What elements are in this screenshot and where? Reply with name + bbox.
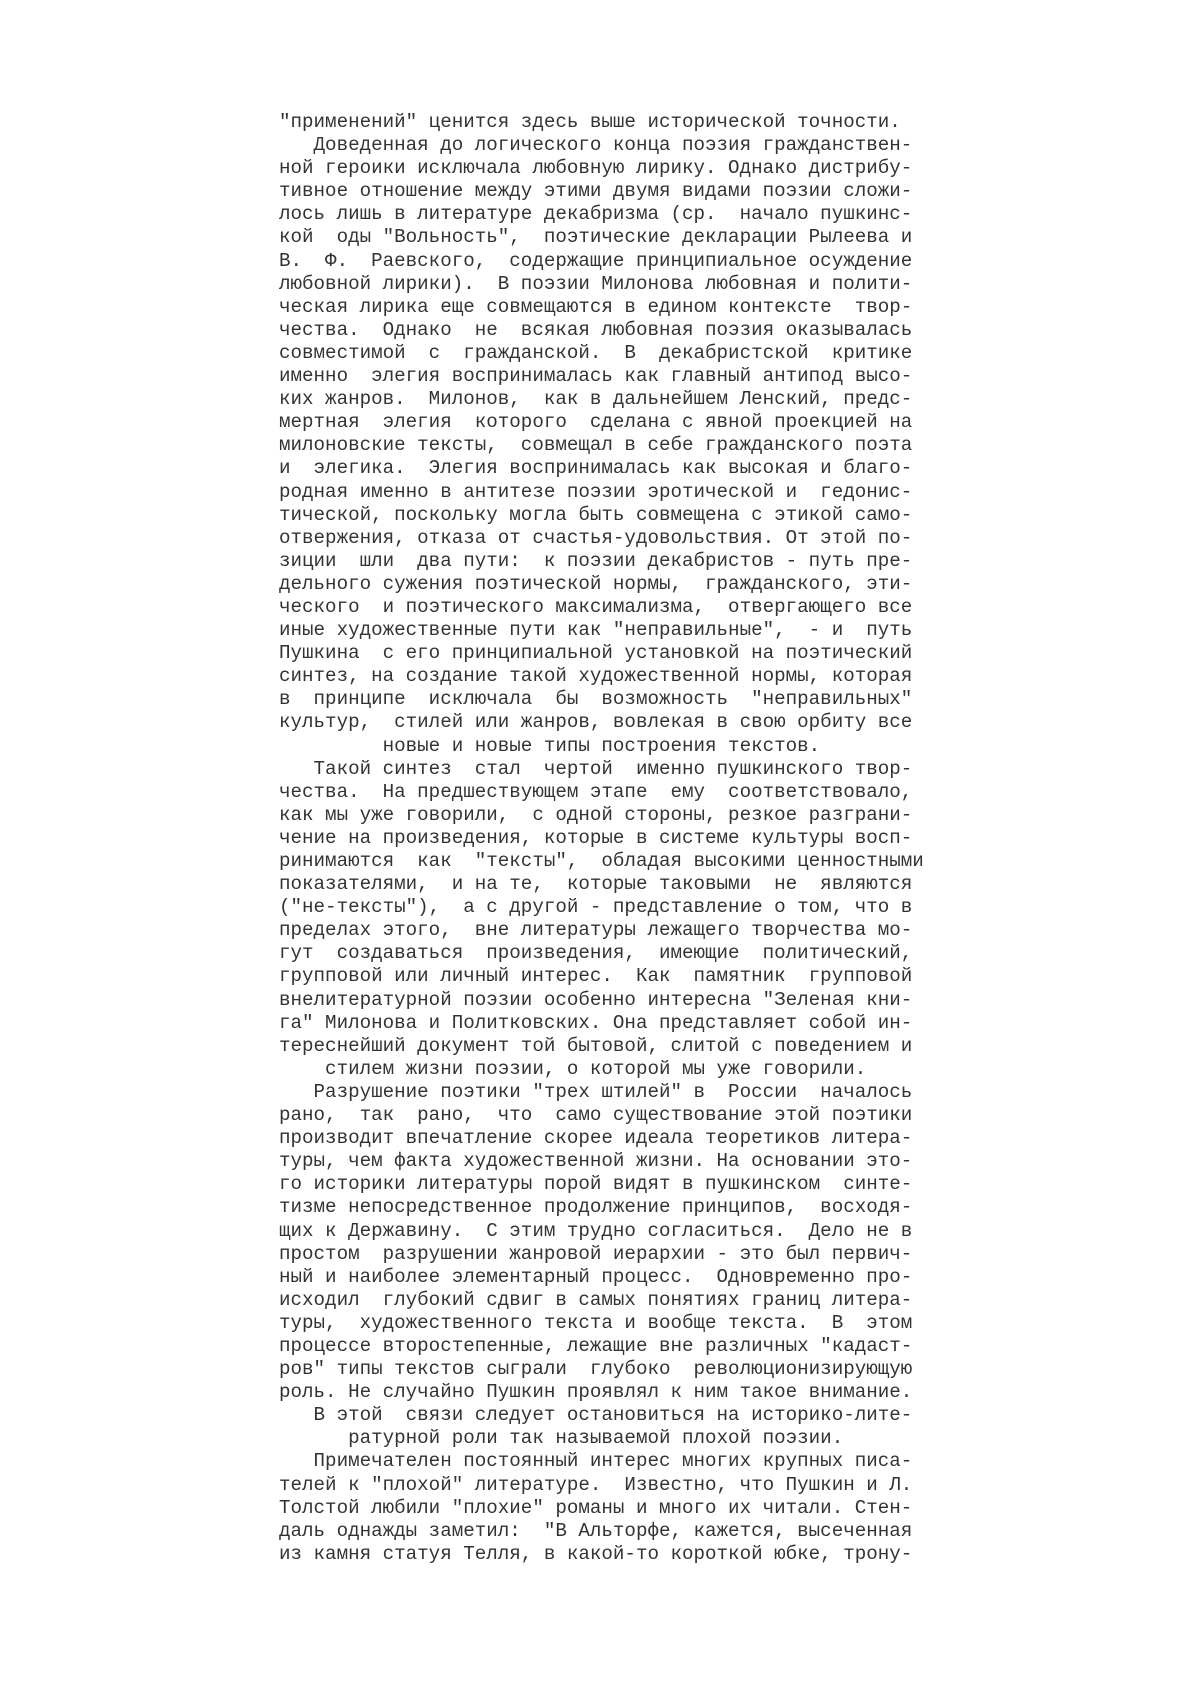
text-line: любовной лирики). В поэзии Милонова любовная и полити-: [279, 272, 913, 295]
text-line: процессе второстепенные, лежащие вне различных "кадаст-: [279, 1334, 913, 1357]
text-line: ратурной роли так называемой плохой поэзии.: [279, 1427, 844, 1450]
text-line: групповой или личный интерес. Как памятник групповой: [279, 965, 913, 988]
text-line: иные художественные пути как "неправильные", - и путь: [279, 619, 913, 642]
text-line: гут создаваться произведения, имеющие политический,: [279, 942, 913, 965]
text-line: туры, чем факта художественной жизни. На основании это-: [279, 1150, 913, 1173]
text-line: щих к Державину. С этим трудно согласиться. Дело не в: [279, 1219, 913, 1242]
text-line: культур, стилей или жанров, вовлекая в свою орбиту все: [279, 711, 913, 734]
text-line: дельного сужения поэтической нормы, гражданского, эти-: [279, 572, 913, 595]
text-line: отвержения, отказа от счастья-удовольствия. От этой по-: [279, 526, 913, 549]
text-line: ких жанров. Милонов, как в дальнейшем Ленский, предс-: [279, 388, 913, 411]
text-line: роль. Не случайно Пушкин проявлял к ним такое внимание.: [279, 1381, 913, 1404]
text-line: пределах этого, вне литературы лежащего творчества мо-: [279, 919, 913, 942]
text-line: чества. Однако не всякая любовная поэзия оказывалась: [279, 318, 913, 341]
text-line: чение на произведения, которые в системе культуры восп-: [279, 826, 913, 849]
text-line: Доведенная до логического конца поэзия гражданствен-: [279, 134, 913, 157]
text-line: синтез, на создание такой художественной нормы, которая: [279, 665, 913, 688]
text-line: Пушкина с его принципиальной установкой на поэтический: [279, 642, 913, 665]
text-line: туры, художественного текста и вообще текста. В этом: [279, 1311, 913, 1334]
text-line: совместимой с гражданской. В декабристской критике: [279, 341, 913, 364]
text-line: тической, поскольку могла быть совмещена с этикой само-: [279, 503, 913, 526]
text-line: телей к "плохой" литературе. Известно, что Пушкин и Л.: [279, 1473, 913, 1496]
text-line: ной героики исключала любовную лирику. Однако дистрибу-: [279, 157, 913, 180]
text-line: внелитературной поэзии особенно интересна "Зеленая кни-: [279, 988, 913, 1011]
text-line: ный и наиболее элементарный процесс. Одновременно про-: [279, 1265, 913, 1288]
text-line: кой оды "Вольность", поэтические декларации Рылеева и: [279, 226, 913, 249]
text-line: тивное отношение между этими двумя видами поэзии сложи-: [279, 180, 913, 203]
text-line: как мы уже говорили, с одной стороны, резкое разграни-: [279, 803, 913, 826]
text-line: ринимаются как "тексты", обладая высокими ценностными: [279, 850, 924, 872]
text-line: Примечателен постоянный интерес многих крупных писа-: [279, 1450, 913, 1473]
text-line: зиции шли два пути: к поэзии декабристов - путь пре-: [279, 549, 913, 572]
text-line: и элегика. Элегия воспринималась как высокая и благо-: [279, 457, 913, 480]
text-line: В этой связи следует остановиться на историко-лите-: [279, 1404, 913, 1427]
text-line: Разрушение поэтики "трех штилей" в России началось: [279, 1080, 913, 1103]
text-line: стилем жизни поэзии, о которой мы уже говорили.: [279, 1057, 867, 1080]
text-line: из камня статуя Телля, в какой-то короткой юбке, трону-: [279, 1542, 913, 1565]
text-line: лось лишь в литературе декабризма (ср. начало пушкинс-: [279, 203, 913, 226]
text-line: исходил глубокий сдвиг в самых понятиях границ литера-: [279, 1288, 913, 1311]
text-line: даль однажды заметил: "В Альторфе, кажется, высеченная: [279, 1519, 913, 1542]
text-line: Толстой любили "плохие" романы и много их читали. Стен-: [279, 1496, 913, 1519]
text-line: тизме непосредственное продолжение принципов, восходя-: [279, 1196, 913, 1219]
document-page: [279, 111, 959, 1566]
text-line: в принципе исключала бы возможность "неправильных": [279, 688, 913, 711]
text-line: ческая лирика еще совмещаются в едином контексте твор-: [279, 295, 913, 318]
text-line: именно элегия воспринималась как главный антипод высо-: [279, 365, 913, 388]
text-line: га" Милонова и Политковских. Она представляет собой ин-: [279, 1011, 913, 1034]
text-line: мертная элегия которого сделана с явной проекцией на: [279, 411, 913, 434]
text-line: ров" типы текстов сыграли глубоко революционизирующую: [279, 1358, 913, 1381]
text-line: Такой синтез стал чертой именно пушкинского твор-: [279, 757, 913, 780]
text-line: чества. На предшествующем этапе ему соответствовало,: [279, 780, 913, 803]
text-line: простом разрушении жанровой иерархии - это был первич-: [279, 1242, 913, 1265]
text-line: го историки литературы порой видят в пушкинском синте-: [279, 1173, 913, 1196]
text-line: ческого и поэтического максимализма, отвергающего все: [279, 595, 913, 618]
text-line: показателями, и на те, которые таковыми не являются: [279, 873, 913, 896]
text-line: тереснейший документ той бытовой, слитой с поведением и: [279, 1034, 913, 1057]
text-line: милоновские тексты, совмещал в себе гражданского поэта: [279, 434, 913, 457]
text-line: "применений" ценится здесь выше исторической точности.: [279, 111, 901, 133]
text-line: В. Ф. Раевского, содержащие принципиальное осуждение: [279, 249, 913, 272]
text-line: родная именно в антитезе поэзии эротической и гедонис-: [279, 480, 913, 503]
text-line: рано, так рано, что само существование этой поэтики: [279, 1104, 913, 1127]
text-line: ("не-тексты"), а с другой - представление о том, что в: [279, 896, 913, 919]
text-line: новые и новые типы построения текстов.: [279, 734, 821, 757]
text-line: производит впечатление скорее идеала теоретиков литера-: [279, 1127, 913, 1150]
